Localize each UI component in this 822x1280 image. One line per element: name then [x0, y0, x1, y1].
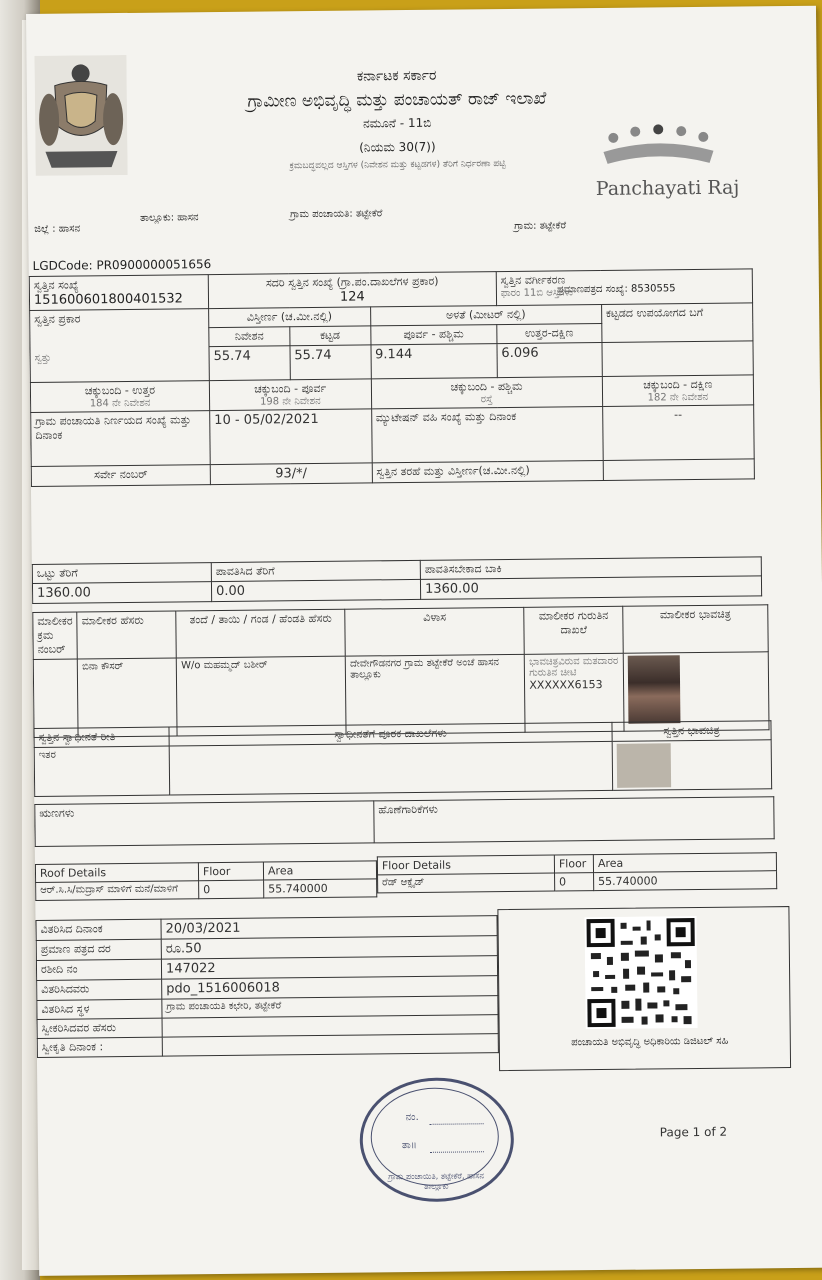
- property-photo-label: ಸ್ವತ್ತಿನ ಭಾವಚಿತ್ರ: [612, 721, 771, 742]
- east-boundary-value: 198 ನೇ ನಿವೇಶನ: [259, 395, 321, 408]
- mutation-value: --: [602, 405, 754, 461]
- district-label: ಜಿಲ್ಲೆ : ಹಾಸನ: [34, 223, 81, 235]
- owner-id-doc: ಭಾವಚಿತ್ರವಿರುವ ಮತದಾರರ ಗುರುತಿನ ಚೀಟಿ: [529, 655, 619, 679]
- resolution-value: 10 - 05/02/2021: [210, 409, 372, 465]
- ownership-value: ಇತರ: [34, 746, 170, 796]
- vargikarana-value: ಫಾರಂ 11ಬಿ ಆಸ್ತಿಗಳು: [500, 287, 574, 300]
- type-value: ಸ್ವತ್ತು: [34, 352, 52, 364]
- west-boundary-label: ಚಕ್ಕುಬಂದಿ - ಪಶ್ಚಿಮ: [450, 379, 523, 394]
- survey-label: ಸರ್ವೇ ನಂಬರ್: [31, 465, 210, 487]
- certificate-number: ಪ್ರಮಾಣಪತ್ರದ ಸಂಖ್ಯೆ: 8530555: [556, 283, 676, 296]
- owner-address-value: ದೇವೇಗೌಡನಗರ ಗ್ರಾಮ ತಟ್ಟೇಕೆರೆ ಅಂಚೆ ಹಾಸನ ತಾಲ್ಲೂಕು: [346, 654, 526, 734]
- signature-label: ಪಂಚಾಯತಿ ಅಭಿವೃದ್ಧಿ ಅಧಿಕಾರಿಯ ಡಿಜಿಟಲ್ ಸಹಿ: [571, 1035, 729, 1049]
- dimension-label: ಅಳತೆ (ಮೀಟರ್ ನಲ್ಲಿ): [370, 304, 601, 325]
- west-boundary-value: ರಸ್ತೆ: [480, 394, 493, 406]
- fee-label: ಪ್ರಮಾಣ ಪತ್ರದ ದರ: [36, 939, 161, 960]
- issuer-value: pdo_1516006018: [162, 976, 498, 1000]
- floor-type-value: ರೆಡ್ ಆಕ್ಸೈಡ್: [378, 873, 555, 893]
- roof-floor-value: 0: [199, 880, 264, 899]
- floor-area-value: 55.740000: [594, 871, 777, 891]
- roof-area-value: 55.740000: [264, 879, 377, 898]
- owner-name-label: ಮಾಲೀಕರ ಹೆಸರು: [77, 611, 176, 659]
- owner-sl-value: [33, 659, 78, 737]
- issue-date-value: 20/03/2021: [161, 916, 497, 940]
- property-id-label: ಸ್ವತ್ತಿನ ಸಂಖ್ಯೆ: [33, 278, 79, 292]
- floor-floor-header: Floor: [554, 855, 593, 873]
- owner-photo-cell: [624, 652, 770, 732]
- vargikarana-label: ಸ್ವತ್ತಿನ ವರ್ಗೀಕರಣ: [500, 273, 566, 288]
- floor-floor-value: 0: [555, 873, 594, 891]
- south-boundary-value: 182 ನೇ ನಿವೇಶನ: [647, 391, 709, 404]
- issuer-label: ವಿತರಿಸಿದವರು: [37, 979, 162, 1000]
- east-boundary-label: ಚಕ್ಕುಬಂದಿ - ಪೂರ್ವ: [254, 381, 327, 396]
- receiver-label: ಸ್ವೀಕರಿಸಿದವರ ಹೆಸರು: [37, 1018, 162, 1038]
- owner-id-label: ಮಾಲೀಕರ ಗುರುತಿನ ದಾಖಲೆ: [524, 606, 623, 654]
- vargikarana-cell: [496, 269, 753, 306]
- total-tax-label: ಒಟ್ಟು ತೆರಿಗೆ: [32, 563, 211, 584]
- property-photo-cell: [612, 740, 772, 791]
- due-tax-value: 1360.00: [420, 576, 761, 600]
- receiver-date-value: [162, 1034, 498, 1057]
- certificate-sheet: [26, 6, 822, 1276]
- type-cell: [30, 309, 210, 383]
- form-subtitle: ಕ್ರಮಬದ್ಧವಲ್ಲದ ಆಸ್ತಿಗಳ (ನಿವೇಶನ ಮತ್ತು ಕಟ್ಟಡಗಳ) ತೆರಿಗೆ ನಿರ್ಧರಣಾ ಪಟ್ಟಿ: [289, 158, 506, 172]
- lgd-code: LGDCode: PR0900000051656: [32, 257, 212, 273]
- page-number: Page 1 of 2: [659, 1124, 728, 1140]
- issue-date-label: ವಿತರಿಸಿದ ದಿನಾಂಕ: [36, 919, 161, 940]
- floor-details-header: Floor Details: [377, 855, 554, 875]
- east-boundary-cell: [209, 379, 371, 411]
- nature-label: ಸ್ವತ್ತಿನ ತರಹೆ ಮತ್ತು ವಿಸ್ತೀರ್ಣ(ಚ.ಮೀ.ನಲ್ಲಿ): [372, 460, 603, 482]
- south-boundary-label: ಚಕ್ಕುಬಂದಿ - ದಕ್ಷಿಣ: [643, 377, 713, 392]
- owner-id-number: XXXXXX6153: [529, 677, 603, 692]
- property-id-value: 151600601800401532: [33, 291, 183, 308]
- north-south-label: ಉತ್ತರ-ದಕ್ಷಿಣ: [497, 323, 602, 343]
- taluk-label: ತಾಲ್ಲೂಕು: ಹಾಸನ: [140, 212, 199, 224]
- village-label: ಗ್ರಾಮ: ತಟ್ಟೇಕೆರೆ: [514, 220, 567, 232]
- usage-label: ಕಟ್ಟಡದ ಉಪಯೋಗದ ಬಗೆ: [601, 303, 753, 343]
- stamp-text: ಗ್ರಾಮ ಪಂಚಾಯಿತಿ, ತಟ್ಟೇಕೆರೆ, ಹಾಸನ ತಾಲ್ಲೂಕು: [388, 1171, 485, 1191]
- owner-id-cell: [525, 653, 625, 732]
- property-photo: [617, 743, 671, 788]
- sadara-cell: [208, 272, 496, 309]
- roof-details-header: Roof Details: [35, 863, 198, 883]
- docs-value: [169, 741, 612, 795]
- west-boundary-cell: [371, 376, 603, 408]
- mutation-label: ಮ್ಯುಟೇಷನ್ ವಹಿ ಸಂಖ್ಯೆ ಮತ್ತು ದಿನಾಂಕ: [371, 406, 603, 462]
- survey-value: 93/*/: [210, 463, 372, 485]
- qr-code-icon: [584, 916, 697, 1029]
- ownership-label: ಸ್ವತ್ತಿನ ಸ್ವಾಧೀನತೆ ರೀತಿ: [34, 727, 169, 747]
- usage-value: [602, 341, 754, 377]
- govt-title: ಕರ್ನಾಟಕ ಸರ್ಕಾರ: [356, 67, 437, 85]
- owner-father-label: ತಂದೆ / ತಾಯಿ / ಗಂಡ / ಹೆಂಡತಿ ಹೆಸರು: [176, 609, 345, 658]
- total-tax-value: 1360.00: [32, 582, 211, 604]
- paid-tax-value: 0.00: [211, 579, 420, 601]
- owner-father-value: W/o ಮಹಮ್ಮದ್ ಬಶೀರ್: [177, 656, 347, 736]
- liabilities-label: ಹೊಣೆಗಾರಿಕೆಗಳು: [374, 797, 774, 843]
- owner-photo: [628, 655, 681, 724]
- roof-floor-header: Floor: [198, 862, 263, 881]
- roof-details-table: [35, 860, 377, 901]
- site-label: ನಿವೇಶನ: [209, 327, 290, 347]
- floor-area-header: Area: [593, 853, 776, 873]
- place-label: ವಿತರಿಸಿದ ಸ್ಥಳ: [37, 999, 162, 1019]
- north-boundary-value: 184 ನೇ ನಿವೇಶನ: [89, 397, 151, 410]
- area-label: ವಿಸ್ತೀರ್ಣ (ಚ.ಮೀ.ನಲ್ಲಿ): [209, 307, 371, 328]
- property-table: [29, 268, 755, 487]
- gp-label: ಗ್ರಾಮ ಪಂಚಾಯತಿ: ತಟ್ಟೇಕೆರೆ: [290, 208, 383, 221]
- sadara-value: 124: [339, 289, 365, 305]
- karnataka-emblem-icon: [34, 55, 127, 176]
- owner-sl-label: ಮಾಲೀಕರ ಕ್ರಮ ನಂಬರ್: [33, 612, 78, 659]
- roof-type-value: ಆರ್.ಸಿ.ಸಿ/ಮದ್ರಾಸ್ ಮಾಳಿಗೆ ಮನೆ/ಮಾಳಿಗೆ: [36, 881, 199, 901]
- north-boundary-cell: [30, 381, 209, 413]
- place-value: ಗ್ರಾಮ ಪಂಚಾಯತಿ ಕಛೇರಿ, ತಟ್ಟೇಕೆರೆ: [162, 996, 498, 1019]
- east-west-label: ಪೂರ್ವ - ಪಶ್ಚಿಮ: [370, 325, 496, 345]
- east-west-value: 9.144: [371, 344, 498, 379]
- owner-table: [32, 604, 769, 738]
- docs-label: ಸ್ವಾಧೀನತೆಗೆ ಪೂರಕ ದಾಖಲೆಗಳು: [169, 722, 612, 746]
- tax-table: [32, 556, 762, 604]
- resolution-label: ಗ್ರಾಮ ಪಂಚಾಯತಿ ನಿರ್ಣಯದ ಸಂಖ್ಯೆ ಮತ್ತು ದಿನಾಂಕ: [31, 411, 211, 467]
- panchayati-raj-logo-icon: [583, 107, 734, 219]
- ownership-table: [33, 720, 772, 797]
- type-label: ಸ್ವತ್ತಿನ ಪ್ರಕಾರ: [34, 312, 81, 326]
- property-id-cell: [29, 275, 208, 311]
- issue-details-table: [35, 915, 498, 1058]
- rights-table: [34, 796, 774, 847]
- owner-address-label: ವಿಳಾಸ: [345, 607, 524, 656]
- building-area-value: 55.74: [290, 345, 371, 380]
- stamp-date: ತಾ॥: [401, 1139, 417, 1152]
- dept-title: ಗ್ರಾಮೀಣ ಅಭಿವೃದ್ಧಿ ಮತ್ತು ಪಂಚಾಯತ್ ರಾಜ್ ಇಲಾಖೆ: [247, 88, 547, 112]
- receiver-date-label: ಸ್ವೀಕೃತಿ ದಿನಾಂಕ :: [37, 1037, 162, 1057]
- north-south-value: 6.096: [497, 342, 602, 377]
- building-label: ಕಟ್ಟಡ: [290, 326, 371, 346]
- panchayati-raj-text: Panchayati Raj: [595, 176, 740, 201]
- nature-value: [603, 459, 754, 481]
- roof-area-header: Area: [263, 861, 376, 880]
- rights-label: ಋಣಗಳು: [35, 801, 374, 847]
- sadara-label: ಸದರಿ ಸ್ವತ್ತಿನ ಸಂಖ್ಯೆ (ಗ್ರಾ.ಪಂ.ದಾಖಲೆಗಳ ಪ್ರಕಾರ): [265, 274, 439, 290]
- rule-number: (ನಿಯಮ 30(7)): [359, 139, 436, 155]
- site-area-value: 55.74: [209, 346, 290, 381]
- north-boundary-label: ಚಕ್ಕುಬಂದಿ - ಉತ್ತರ: [84, 383, 156, 398]
- fee-value: ರೂ.50: [161, 936, 497, 960]
- floor-details-table: [377, 852, 777, 893]
- signature-box: [497, 906, 791, 1071]
- owner-name-value: ಬಿನಾ ಕೌಸರ್: [78, 658, 178, 737]
- form-number: ನಮೂನೆ - 11ಬಿ: [362, 115, 432, 131]
- receipt-label: ರಶೀದಿ ನಂ: [36, 959, 161, 980]
- receipt-value: 147022: [161, 956, 497, 980]
- paid-tax-label: ಪಾವತಿಸಿದ ತೆರಿಗೆ: [211, 560, 420, 581]
- stamp-number: ನಂ.: [405, 1111, 419, 1124]
- owner-photo-label: ಮಾಲೀಕರ ಭಾವಚಿತ್ರ: [623, 605, 768, 654]
- south-boundary-cell: [602, 375, 754, 407]
- due-tax-label: ಪಾವತಿಸಬೇಕಾದ ಬಾಕಿ: [420, 557, 761, 580]
